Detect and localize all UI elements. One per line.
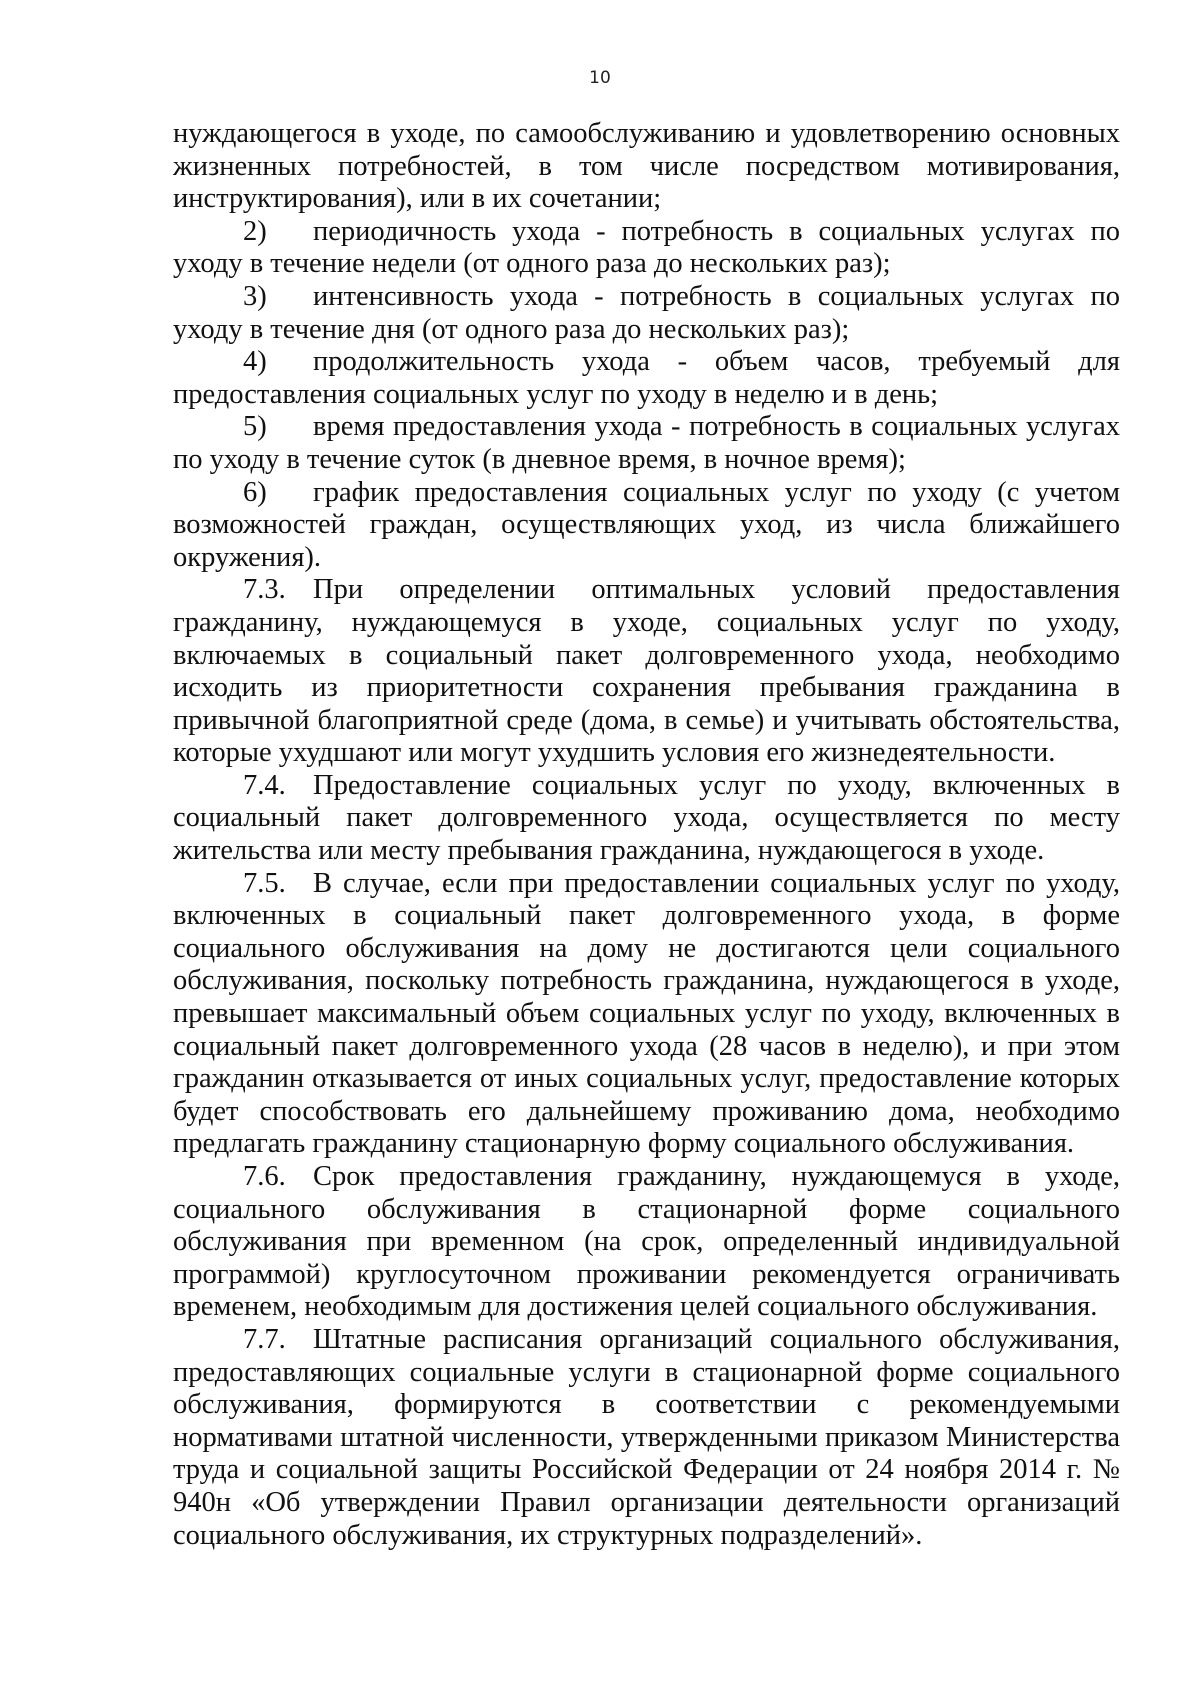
section-number: 7.7. [243, 1323, 286, 1355]
section-7-6 [173, 1161, 1120, 1324]
list-item-text: время предоставления ухода - потребность в социальных услугах по уходу в течение суток (в дневное время, в ночное время); [173, 411, 1120, 475]
list-item-2 [173, 216, 1120, 281]
list-item-number: 2) [243, 215, 267, 247]
section-number: 7.3. [243, 574, 286, 606]
document-body [173, 118, 1120, 1552]
paragraph-continuation [173, 118, 1120, 216]
section-number: 7.5. [243, 867, 286, 899]
section-7-4 [173, 770, 1120, 868]
section-text: При определении оптимальных условий предоставления гражданину, нуждающемуся в уходе, социальных услуг по уходу, включаемых в социальный пакет долговременного ухода, необходимо исходить из приоритетности сохранения пребывания гражданина в привычной благоприятной среде (дома, в семье) и учитывать обстоятельства, которые ухудшают или могут ухудшить условия его жизнедеятельности. [173, 574, 1120, 769]
section-7-7 [173, 1324, 1120, 1552]
section-7-3 [173, 574, 1120, 770]
list-item-number: 3) [243, 280, 267, 312]
section-text: Предоставление социальных услуг по уходу, включенных в социальный пакет долговременного ухода, осуществляется по месту жительства или месту пребывания гражданина, нуждающегося в уходе. [173, 769, 1120, 867]
section-number: 7.6. [243, 1161, 286, 1192]
paragraph-text: нуждающегося в уходе, по самообслуживанию и удовлетворению основных жизненных потребностей, в том числе посредством мотивирования, инструктирования), или в их сочетании; [173, 118, 1120, 215]
list-item-text: продолжительность ухода - объем часов, требуемый для предоставления социальных услуг по уходу в неделю и в день; [173, 346, 1120, 410]
list-item-number: 5) [243, 411, 267, 443]
section-text: Срок предоставления гражданину, нуждающемуся в уходе, социального обслуживания в стационарной форме социального обслуживания при временном (на срок, определенный индивидуальной программой) круглосуточном проживании рекомендуется ограничивать временем, необходимым для достижения целей социального обслуживания. [173, 1161, 1120, 1323]
section-number: 7.4. [243, 769, 286, 801]
list-item-3 [173, 281, 1120, 346]
list-item-text: периодичность ухода - потребность в социальных услугах по уходу в течение недели (от одного раза до нескольких раз); [173, 215, 1120, 280]
section-text: Штатные расписания организаций социального обслуживания, предоставляющих социальные услуги в стационарной форме социального обслуживания, формируются в соответствии с рекомендуемыми нормативами штатной численности, утвержденными приказом Министерства труда и социальной защиты Российской Федерации от 24 ноября 2014 г. № 940н «Об утверждении Правил организации деятельности организаций социального обслуживания, их структурных подразделений». [173, 1323, 1120, 1551]
section-text: В случае, если при предоставлении социальных услуг по уходу, включенных в социальный пакет долговременного ухода, в форме социального обслуживания на дому не достигаются цели социального обслуживания, поскольку потребность гражданина, нуждающегося в уходе, превышает максимальный объем социальных услуг по уходу, включенных в социальный пакет долговременного ухода (28 часов в неделю), и при этом гражданин отказывается от иных социальных услуг, предоставление которых будет способствовать его дальнейшему проживанию дома, необходимо предлагать гражданину стационарную форму социального обслуживания. [173, 867, 1120, 1160]
section-7-5 [173, 868, 1120, 1161]
list-item-4 [173, 346, 1120, 411]
list-item-number: 4) [243, 346, 267, 378]
page-number: 10 [589, 68, 611, 88]
list-item-text: интенсивность ухода - потребность в социальных услугах по уходу в течение дня (от одного раза до нескольких раз); [173, 280, 1120, 345]
list-item-number: 6) [243, 476, 267, 508]
list-item-text: график предоставления социальных услуг по уходу (с учетом возможностей граждан, осуществляющих уход, из числа ближайшего окружения). [173, 476, 1120, 573]
list-item-5 [173, 411, 1120, 476]
list-item-6 [173, 477, 1120, 575]
